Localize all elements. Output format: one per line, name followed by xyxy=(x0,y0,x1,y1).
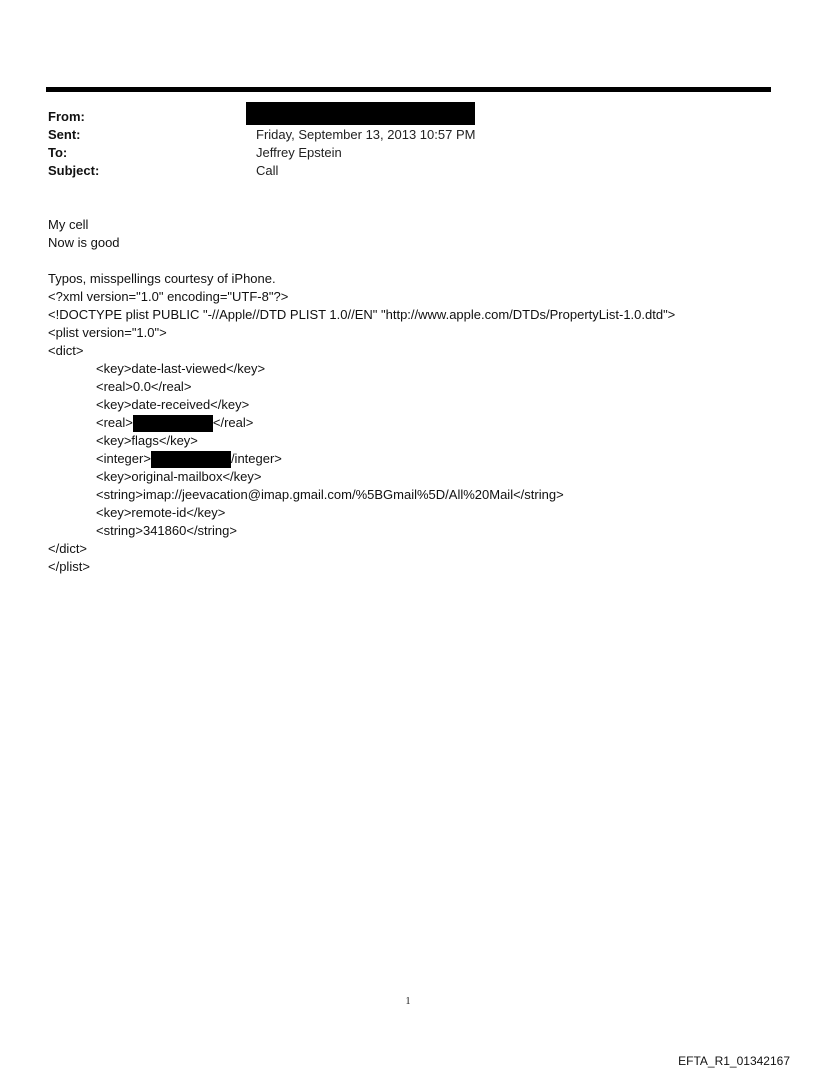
xml-line: <string>imap://jeevacation@imap.gmail.com/%5BGmail%5D/All%20Mail</string> xyxy=(96,487,564,502)
redacted-integer-block xyxy=(151,451,231,468)
xml-line: <key>flags</key> xyxy=(96,433,198,448)
redacted-from-block xyxy=(246,102,475,125)
xml-fragment: /integer> xyxy=(230,451,282,466)
blank-line xyxy=(48,252,675,270)
xml-line: </plist> xyxy=(48,559,90,574)
to-value: Jeffrey Epstein xyxy=(256,145,342,160)
from-label: From: xyxy=(48,109,85,124)
xml-line-redacted xyxy=(48,450,675,468)
xml-line: <plist version="1.0"> xyxy=(48,325,167,340)
xml-line: </dict> xyxy=(48,541,88,556)
xml-line: <?xml version="1.0" encoding="UTF-8"?> xyxy=(48,289,289,304)
header-rule xyxy=(46,87,771,92)
xml-line: <key>original-mailbox</key> xyxy=(96,469,262,484)
xml-line-redacted xyxy=(48,414,675,432)
xml-line: <string>341860</string> xyxy=(96,523,237,538)
xml-line: <key>remote-id</key> xyxy=(96,505,226,520)
xml-line: <real>0.0</real> xyxy=(96,379,192,394)
xml-line: <dict> xyxy=(48,343,84,358)
xml-line: <!DOCTYPE plist PUBLIC "-//Apple//DTD PLIST 1.0//EN" "http://www.apple.com/DTDs/PropertyList-1.0.dtd"> xyxy=(48,307,676,322)
xml-fragment: </real> xyxy=(212,415,254,430)
signature-line: Typos, misspellings courtesy of iPhone. xyxy=(48,271,276,286)
sent-value: Friday, September 13, 2013 10:57 PM xyxy=(256,127,476,142)
body-line: Now is good xyxy=(48,235,120,250)
email-body xyxy=(48,216,675,576)
subject-label: Subject: xyxy=(48,163,100,178)
xml-line: <key>date-received</key> xyxy=(96,397,250,412)
document-id: EFTA_R1_01342167 xyxy=(678,1054,790,1068)
xml-line: <key>date-last-viewed</key> xyxy=(96,361,266,376)
subject-value: Call xyxy=(256,163,279,178)
page-number: 1 xyxy=(405,996,411,1007)
xml-fragment: <integer> xyxy=(96,451,151,466)
sent-label: Sent: xyxy=(48,127,81,142)
body-line: My cell xyxy=(48,217,89,232)
xml-fragment: <real> xyxy=(96,415,133,430)
redacted-real-block xyxy=(133,415,213,432)
to-label: To: xyxy=(48,145,68,160)
